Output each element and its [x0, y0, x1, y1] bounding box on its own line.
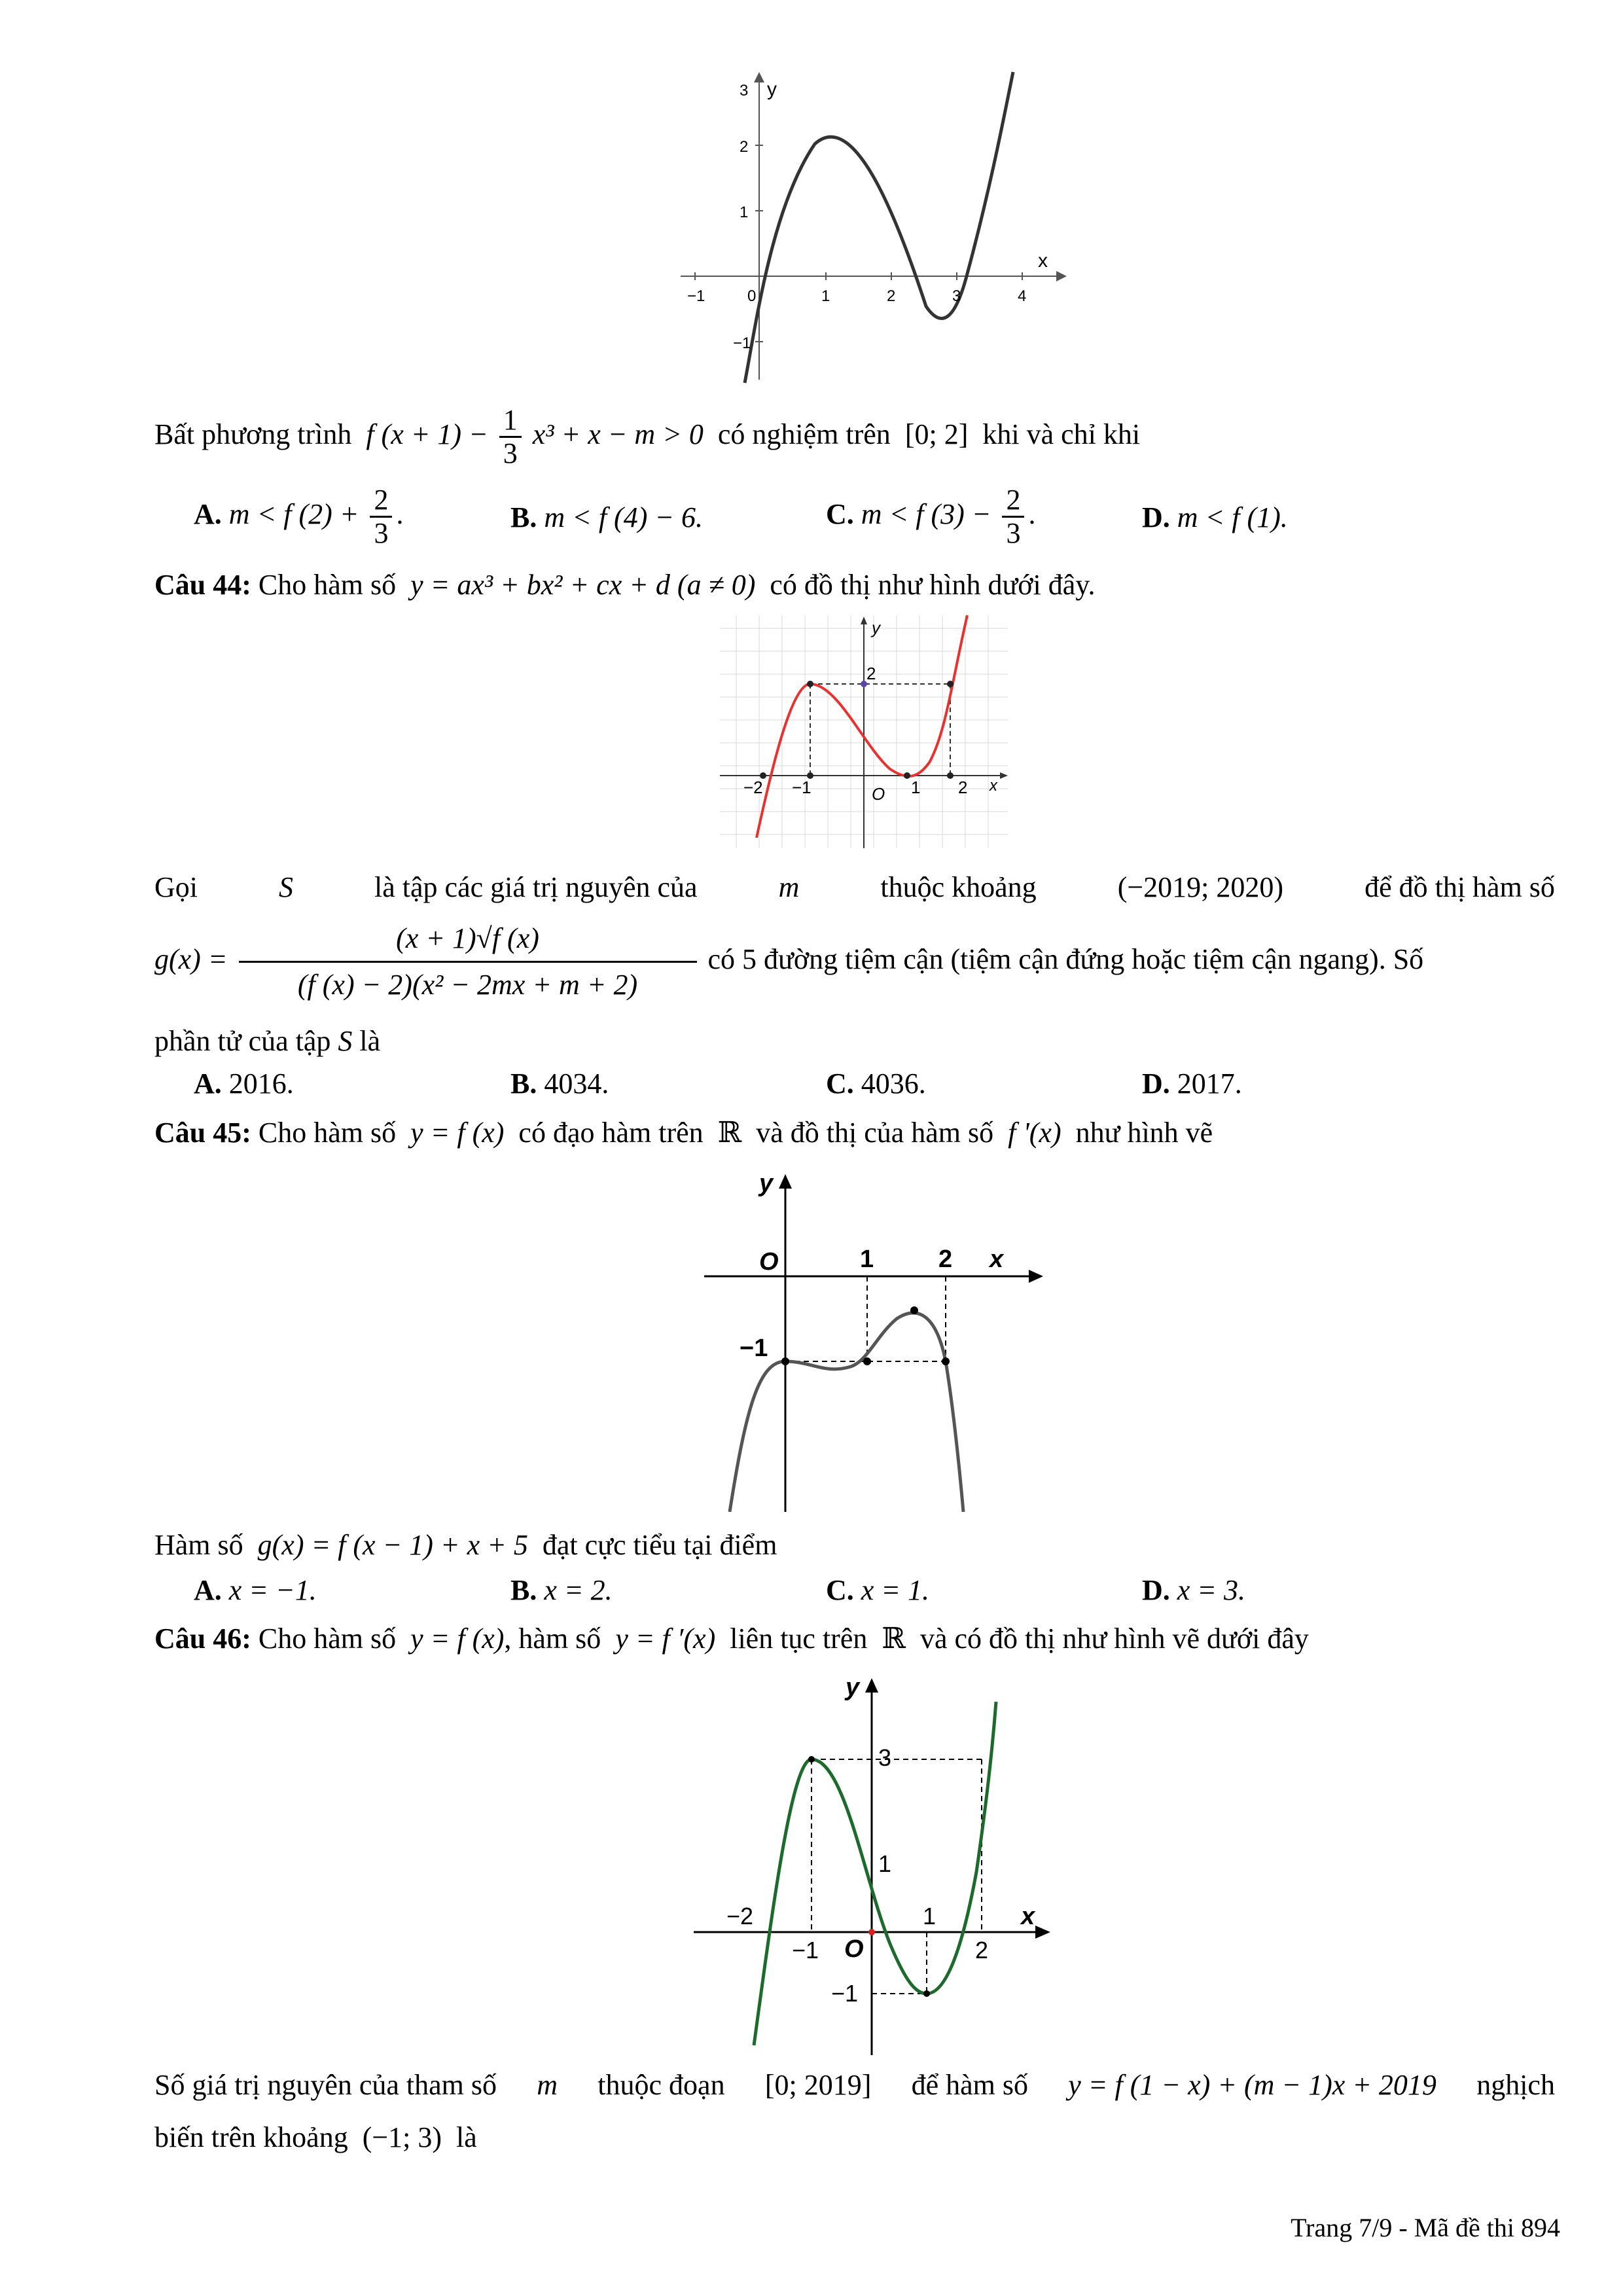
x-tick-label: 2	[975, 1937, 989, 1964]
figure-q45-graph	[694, 1172, 1047, 1512]
x-tick-label: 1	[860, 1246, 874, 1273]
x-axis-label: x	[1021, 1903, 1035, 1930]
q43-stem	[154, 404, 1140, 470]
q43-ineq-b: x³ + x − m > 0	[532, 418, 704, 450]
x-tick-label: 1	[923, 1903, 936, 1929]
x-tick-label: 2	[887, 287, 896, 305]
origin-label: O	[844, 1935, 864, 1963]
page-footer: Trang 7/9 - Mã đề thi 894	[1291, 2213, 1560, 2242]
q43-option-b[interactable]: B. m < f (4) − 6.	[510, 501, 704, 533]
y-tick-label: −1	[740, 1335, 768, 1362]
q44-line3: phần tử của tập S là	[154, 1025, 381, 1057]
q44-func: y = ax³ + bx² + cx + d (a ≠ 0)	[410, 569, 756, 601]
x-tick-label: 0	[747, 287, 757, 305]
q43-fraction: $\frac{1}{3}$	[499, 404, 522, 470]
x-axis-label: x	[990, 1246, 1004, 1273]
y-axis-label: y	[872, 618, 880, 637]
x-tick-label: 2	[938, 1246, 953, 1273]
q46-stem: Câu 46: Cho hàm số y = f (x), hàm số y = f ′(x) liên tục trên ℝ và có đồ thị như hình vẽ dưới đây	[154, 1623, 1309, 1655]
q44-option-d[interactable]: D. 2017.	[1142, 1067, 1242, 1100]
q44-g-fraction: $\frac{(x + 1)√f (x)}{\text{(f (x) − 2)(x² − 2mx + m + 2)}}$	[239, 923, 697, 1001]
x-tick-label: −2	[726, 1903, 754, 1929]
x-arrow-head	[1000, 772, 1008, 779]
q45-option-a[interactable]: A. x = −1.	[194, 1574, 317, 1606]
y-tick-label: −1	[831, 1980, 859, 2007]
dashed-guides	[785, 1276, 946, 1361]
y-arrow-head	[779, 1174, 792, 1189]
q43-option-c[interactable]: C. m < f (3) − $\frac{2}{3}$ .	[826, 484, 1036, 550]
q44-stem: Câu 44: Cho hàm số y = ax³ + bx² + cx + d (a ≠ 0) có đồ thị như hình dưới đây.	[154, 569, 1096, 601]
x-tick-label: −1	[792, 1937, 819, 1964]
x-tick-label: 3	[952, 287, 961, 305]
q43-ineq-a: f (x + 1) −	[366, 418, 488, 450]
y-tick-label: 3	[740, 82, 749, 99]
q44-g-lhs: g(x) =	[154, 942, 228, 975]
q44-option-a[interactable]: A. 2016.	[194, 1067, 294, 1100]
x-arrow-head	[1056, 271, 1067, 281]
q46-label: Câu 46:	[154, 1623, 251, 1655]
y-tick-label: 2	[866, 664, 876, 683]
x-tick-label: 1	[911, 778, 921, 797]
q45-option-d[interactable]: D. x = 3.	[1142, 1574, 1246, 1606]
y-tick-label: 2	[740, 138, 749, 156]
q43-option-a[interactable]: A. m < f (2) + $\frac{2}{3}$ .	[194, 484, 404, 550]
cubic-curve-red	[757, 615, 967, 838]
q45-option-b[interactable]: B. x = 2.	[510, 1574, 613, 1606]
y-axis-label: y	[767, 79, 777, 100]
y-arrow-head	[861, 617, 867, 624]
y-arrow-head	[865, 1678, 878, 1693]
x-tick-label: 2	[958, 778, 968, 797]
y-tick-label: 3	[878, 1744, 892, 1771]
figure-q44-graph	[720, 615, 1008, 848]
x-tick-label: −2	[743, 778, 763, 797]
x-arrow-head	[1029, 1270, 1043, 1283]
q43-stem-post: khi và chỉ khi	[982, 418, 1141, 450]
x-axis-label: x	[1038, 250, 1048, 272]
origin-label: O	[759, 1248, 779, 1276]
q44-option-c[interactable]: C. 4036.	[826, 1067, 926, 1100]
q45-question: Hàm số g(x) = f (x − 1) + x + 5 đạt cực tiểu tại điểm	[154, 1529, 777, 1561]
q46-line1: Số giá trị nguyên của tham số m thuộc đoạn [0; 2019] để hàm số y = f (1 − x) + (m − 1)x + 2019 nghịch	[154, 2069, 1555, 2101]
x-tick-label: 4	[1018, 287, 1027, 305]
cubic-curve	[745, 72, 1013, 383]
q44-line2-text: có 5 đường tiệm cận (tiệm cận đứng hoặc tiệm cận ngang). Số	[707, 942, 1424, 975]
q44-label: Câu 44:	[154, 569, 251, 601]
q43-stem-pre: Bất phương trình	[154, 418, 352, 450]
q43-stem-mid: có nghiệm trên	[717, 418, 891, 450]
x-tick-label: −1	[687, 287, 705, 305]
x-tick-label: 1	[821, 287, 830, 305]
y-tick-label: −1	[733, 334, 751, 352]
q44-line1: Gọi S là tập các giá trị nguyên của m thuộc khoảng (−2019; 2020) để đồ thị hàm số	[154, 871, 1555, 903]
q44-g-formula-line	[154, 923, 1555, 1001]
q45-stem: Câu 45: Cho hàm số y = f (x) có đạo hàm trên ℝ và đồ thị của hàm số f '(x) như hình vẽ	[154, 1117, 1213, 1149]
q45-option-c[interactable]: C. x = 1.	[826, 1574, 930, 1606]
q46-line2: biến trên khoảng (−1; 3) là	[154, 2121, 477, 2153]
x-axis-label: x	[990, 777, 997, 795]
figure-cubic-graph	[674, 65, 1080, 393]
y-tick-label: 1	[740, 204, 749, 221]
x-tick-label: O	[872, 784, 885, 804]
y-axis-label: y	[759, 1172, 774, 1197]
q44-option-b[interactable]: B. 4034.	[510, 1067, 609, 1100]
q43-option-d[interactable]: D. m < f (1).	[1142, 501, 1288, 533]
points	[760, 681, 954, 779]
x-ticks	[695, 145, 1022, 342]
y-arrow-head	[754, 72, 764, 82]
x-tick-label: −1	[792, 778, 812, 797]
y-tick-label: 1	[878, 1850, 892, 1877]
q45-label: Câu 45:	[154, 1117, 251, 1149]
q43-interval: [0; 2]	[904, 418, 969, 450]
figure-q46-graph	[694, 1676, 1060, 2055]
x-arrow-head	[1035, 1926, 1050, 1939]
y-axis-label: y	[846, 1676, 860, 1701]
